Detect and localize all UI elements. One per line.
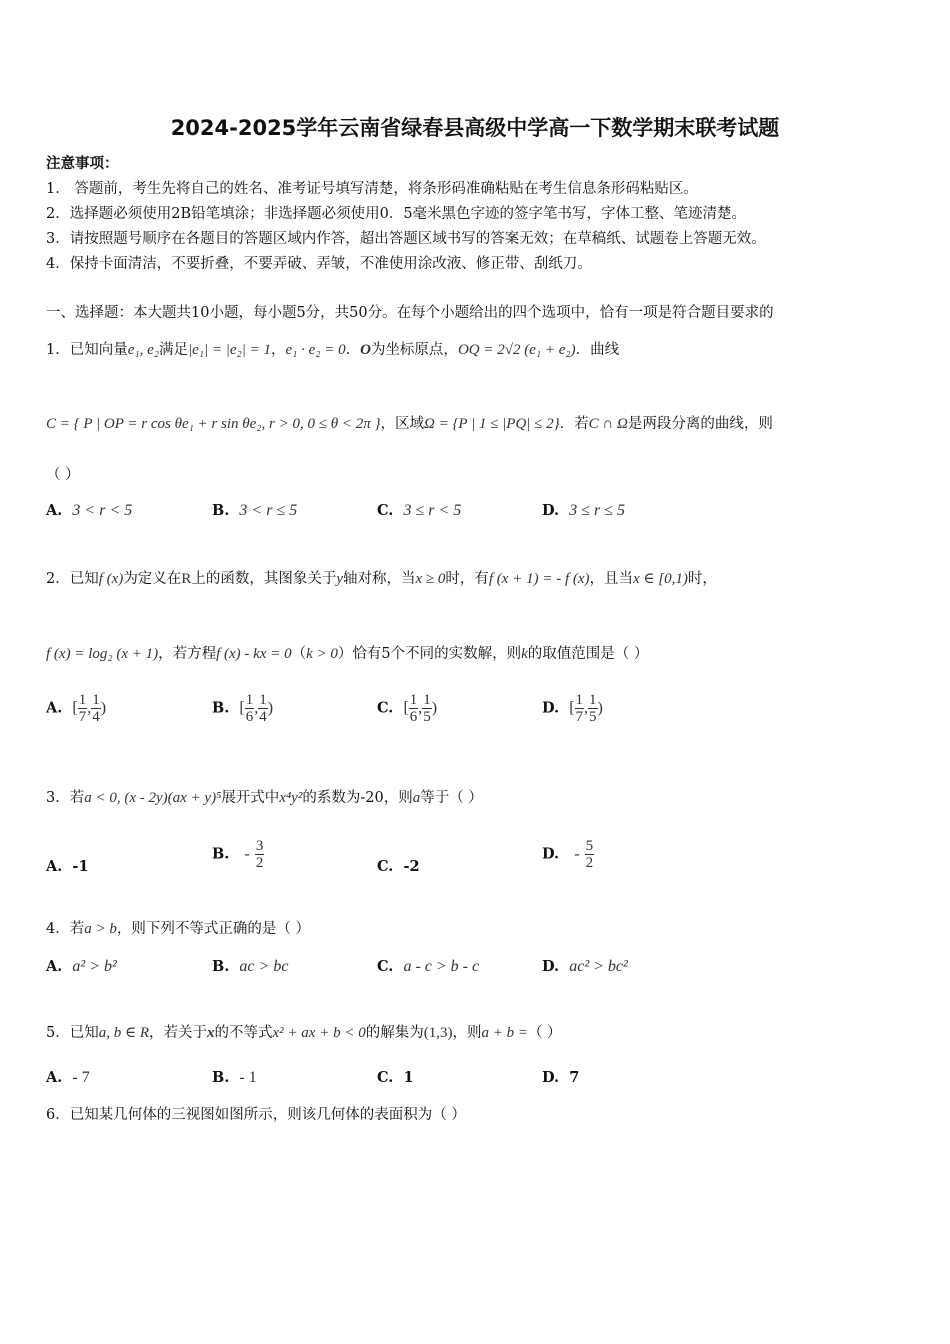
option-a[interactable]: A. [ $\frac{1}{7}$ , $\frac{1}{4}$ )	[46, 692, 107, 725]
option-b[interactable]: B. - 1	[212, 1069, 257, 1086]
page-title: 2024-2025学年云南省绿春县高级中学高一下数学期末联考试题	[170, 116, 780, 140]
section-heading: 一、选择题：本大题共10小题，每小题5分，共50分。在每个小题给出的四个选项中，恰有一项是符合题目要求的	[46, 305, 774, 321]
question-number: 1．	[46, 342, 70, 358]
option-a[interactable]: A. - 7	[46, 1069, 90, 1086]
question-3: 3．若a < 0, (x - 2y)(ax + y)⁵展开式中x⁴y²的系数为-20，则a等于（ ）	[46, 790, 483, 806]
question-number: 4．	[46, 921, 70, 937]
question-6: 6．已知某几何体的三视图如图所示，则该几何体的表面积为（ ）	[46, 1107, 466, 1123]
option-d[interactable]: D. ac² > bc²	[542, 958, 628, 975]
note-item: 4．保持卡面清洁，不要折叠，不要弄破、弄皱，不准使用涂改液、修正带、刮纸刀。	[46, 256, 592, 272]
question-5: 5．已知a, b ∈ R，若关于x的不等式x² + ax + b < 0的解集为(1,3)，则a + b =（ ）	[46, 1025, 562, 1041]
math-cap: C ∩ Ω	[588, 416, 628, 432]
option-c[interactable]: C. a - c > b - c	[377, 958, 480, 975]
option-a[interactable]: A. 3 < r < 5	[46, 502, 133, 519]
question-number: 2．	[46, 571, 70, 587]
math-omega: Ω = {P | 1 ≤ |PQ| ≤ 2}	[423, 416, 560, 432]
answer-paren: （ ）	[46, 467, 80, 483]
question-2-line-1: 2．已知f (x)为定义在R上的函数，其图象关于y轴对称，当x ≥ 0时，有f (x + 1) = - f (x)，且当x ∈ [0,1)时，	[46, 571, 717, 587]
option-a[interactable]: A. -1	[46, 858, 89, 875]
option-c[interactable]: C. 3 ≤ r < 5	[377, 502, 462, 519]
question-2-line-2: f (x) = log₂ (x + 1)，若方程f (x) - kx = 0（k > 0）恰有5个不同的实数解，则k的取值范围是（ ）	[46, 646, 649, 662]
note-item: 2．选择题必须使用2B铅笔填涂；非选择题必须使用0．5毫米黑色字迹的签字笔书写，字体工整、笔迹清楚。	[46, 206, 747, 222]
math-dot: e₁ · e₂ = 0	[285, 342, 346, 358]
option-d[interactable]: D. - $\frac{5}{2}$	[542, 838, 594, 871]
option-d[interactable]: D. 7	[542, 1069, 580, 1086]
option-b[interactable]: B. ac > bc	[212, 958, 289, 975]
math-vectors: e₁, e₂	[127, 342, 159, 358]
math-curve: C = { P | OP = r cos θe₁ + r sin θe₂, r > 0, 0 ≤ θ < 2π }	[46, 416, 381, 432]
option-b[interactable]: B. [ $\frac{1}{6}$ , $\frac{1}{4}$ )	[212, 692, 274, 725]
question-number: 5．	[46, 1025, 70, 1041]
option-b[interactable]: B. - $\frac{3}{2}$	[212, 838, 264, 871]
question-1-line-1: 1．已知向量e₁, e₂满足|e₁| = |e₂| = 1，e₁ · e₂ = 0．O为坐标原点，OQ = 2√2 (e₁ + e₂)．曲线	[46, 342, 620, 358]
note-item: 1． 答题前，考生先将自己的姓名、准考证号填写清楚，将条形码准确粘贴在考生信息条形码粘贴区。	[46, 181, 698, 197]
option-c[interactable]: C. [ $\frac{1}{6}$ , $\frac{1}{5}$ )	[377, 692, 438, 725]
question-4: 4．若a > b，则下列不等式正确的是（ ）	[46, 921, 310, 937]
notes-heading: 注意事项：	[46, 155, 119, 172]
question-number: 3．	[46, 790, 70, 806]
math-oq: OQ = 2√2 (e₁ + e₂)	[457, 342, 576, 358]
option-d[interactable]: D. 3 ≤ r ≤ 5	[542, 502, 626, 519]
option-c[interactable]: C. 1	[377, 1069, 414, 1086]
question-1-line-2: C = { P | OP = r cos θe₁ + r sin θe₂, r > 0, 0 ≤ θ < 2π }，区域Ω = {P | 1 ≤ |PQ| ≤ 2}．若C ∩ Ω是两段分离的曲线，则	[46, 416, 773, 432]
option-a[interactable]: A. a² > b²	[46, 958, 117, 975]
option-b[interactable]: B. 3 < r ≤ 5	[212, 502, 298, 519]
math-norm: |e₁| = |e₂| = 1	[187, 342, 271, 358]
option-d[interactable]: D. [ $\frac{1}{7}$ , $\frac{1}{5}$ )	[542, 692, 603, 725]
note-item: 3．请按照题号顺序在各题目的答题区域内作答，超出答题区域书写的答案无效；在草稿纸、试题卷上答题无效。	[46, 231, 766, 247]
question-number: 6．	[46, 1107, 70, 1123]
option-c[interactable]: C. -2	[377, 858, 420, 875]
